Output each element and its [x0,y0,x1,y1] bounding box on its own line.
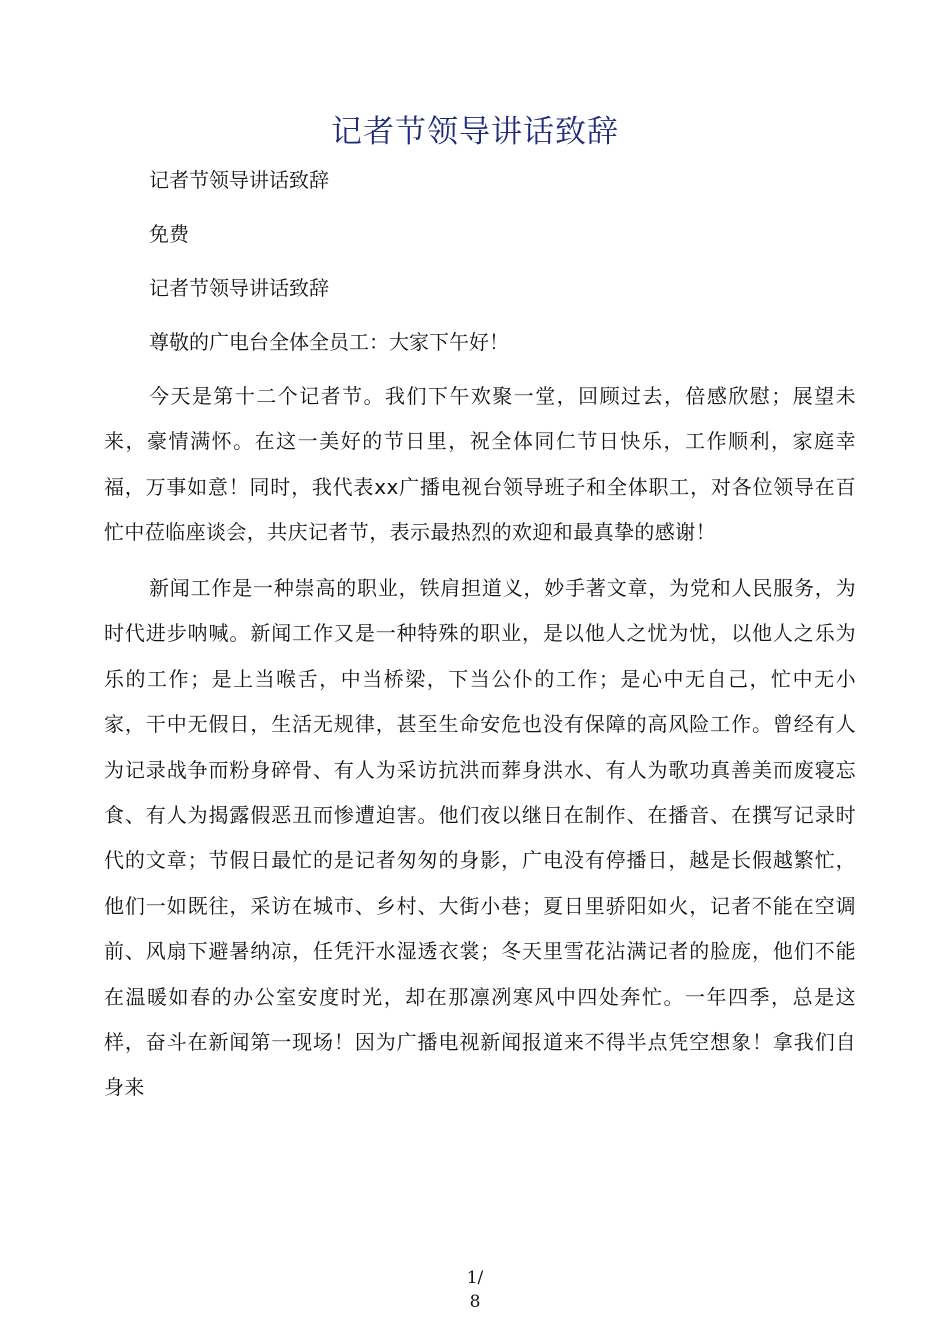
subtitle-line: 记者节领导讲话致辞 [149,168,329,192]
page-number-bottom: 8 [469,1292,481,1312]
repeat-title-line: 记者节领导讲话致辞 [149,276,329,300]
paragraph-2: 新闻工作是一种崇高的职业，铁肩担道义，妙手著文章，为党和人民服务，为时代进步呐喊。新闻工作又是一种特殊的职业，是以他人之忧为忧，以他人之乐为乐的工作；是上当喉舌，中当桥梁，下当公仆的工作；是心中无自己，忙中无小家，干中无假日，生活无规律，甚至生命安危也没有保障的高风险工作。曾经有人为记录战争而粉身碎骨、有人为采访抗洪而葬身洪水、有人为歌功真善美而废寝忘食、有人为揭露假恶丑而惨遭迫害。他们夜以继日在制作、在播音、在撰写记录时代的文章；节假日最忙的是记者匆匆的身影，广电没有停播日，越是长假越繁忙，他们一如既往，采访在城市、乡村、大街小巷；夏日里骄阳如火，记者不能在空调前、风扇下避暑纳凉，任凭汗水湿透衣裳；冬天里雪花沾满记者的脸庞，他们不能在温暖如春的办公室安度时光，却在那凛冽寒风中四处奔忙。一年四季，总是这样，奋斗在新闻第一现场！因为广播电视新闻报道来不得半点凭空想象！拿我们自身来 [104,576,856,1100]
salutation-line: 尊敬的广电台全体全员工：大家下午好！ [149,330,509,354]
paragraph-1: 今天是第十二个记者节。我们下午欢聚一堂，回顾过去，倍感欣慰；展望未来，豪情满怀。在这一美好的节日里，祝全体同仁节日快乐，工作顺利，家庭幸福，万事如意！同时，我代表xx广播电视台领导班子和全体职工，对各位领导在百忙中莅临座谈会，共庆记者节，表示最热烈的欢迎和最真挚的感谢！ [104,384,856,545]
page-number-top: 1/ [466,1268,484,1288]
free-tag-line: 免费 [149,222,189,246]
document-title: 记者节领导讲话致辞 [331,114,619,150]
